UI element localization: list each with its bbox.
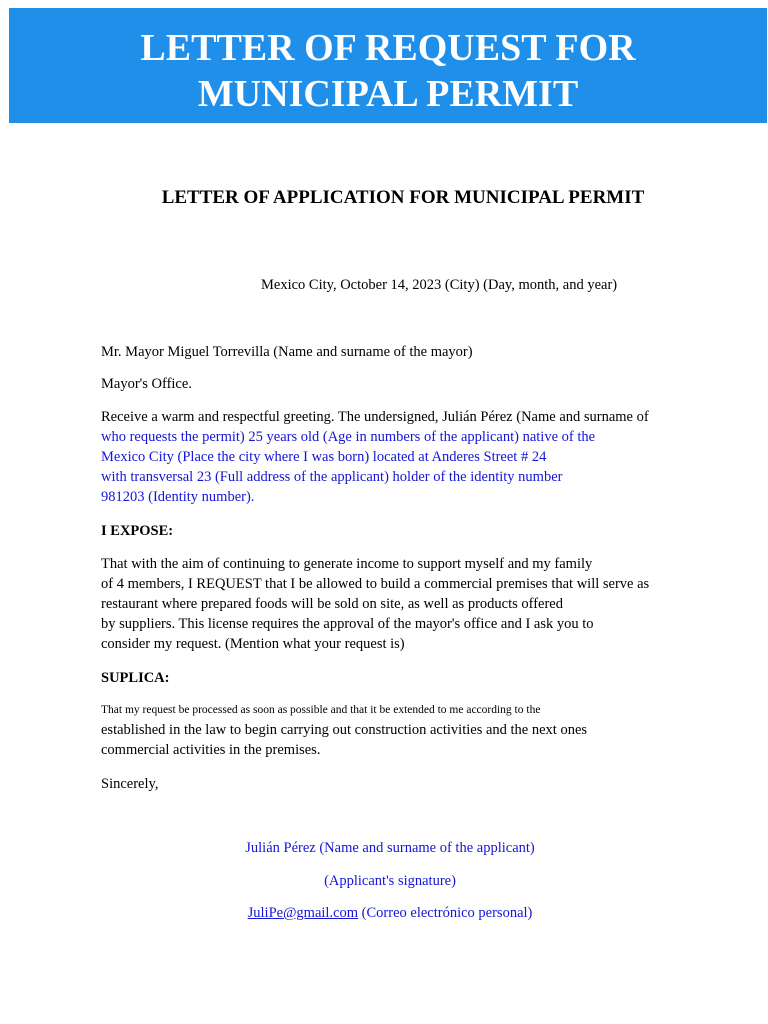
suplica-small-line: That my request be processed as soon as possible and that it be extended to me according to the — [101, 704, 541, 716]
suplica-heading: SUPLICA: — [101, 670, 170, 686]
expose-paragraph — [101, 554, 681, 654]
greeting-line: who requests the permit) 25 years old (Age in numbers of the applicant) native of the — [101, 429, 596, 445]
closing: Sincerely, — [101, 776, 159, 792]
expose-line: by suppliers. This license requires the approval of the mayor's office and I ask you to — [101, 616, 594, 632]
office-line: Mayor's Office. — [101, 376, 192, 392]
greeting-paragraph — [101, 407, 681, 507]
email-line — [240, 905, 540, 922]
banner-title — [9, 25, 767, 117]
addressee: Mr. Mayor Miguel Torrevilla (Name and surname of the mayor) — [101, 344, 473, 360]
expose-heading: I EXPOSE: — [101, 523, 174, 539]
banner-title-line-1: LETTER OF REQUEST FOR — [140, 27, 636, 69]
dateline: Mexico City, October 14, 2023 (City) (Day, month, and year) — [261, 277, 618, 293]
greeting-line: with transversal 23 (Full address of the applicant) holder of the identity number — [101, 469, 563, 485]
suplica-paragraph — [101, 700, 681, 760]
expose-line: consider my request. (Mention what your request is) — [101, 636, 405, 652]
banner-title-line-2: MUNICIPAL PERMIT — [197, 73, 579, 115]
expose-line: of 4 members, I REQUEST that I be allowed to build a commercial premises that will serve as — [101, 576, 650, 592]
title-banner — [9, 8, 767, 123]
document-heading: LETTER OF APPLICATION FOR MUNICIPAL PERMIT — [161, 187, 645, 208]
greeting-line: Mexico City (Place the city where I was born) located at Anderes Street # 24 — [101, 449, 547, 465]
expose-line: restaurant where prepared foods will be sold on site, as well as products offered — [101, 596, 563, 612]
suplica-line: established in the law to begin carrying out construction activities and the next ones — [101, 722, 588, 738]
email-note: (Correo electrónico personal) — [358, 905, 533, 921]
email-link[interactable]: JuliPe@gmail.com — [247, 905, 359, 921]
expose-line: That with the aim of continuing to generate income to support myself and my family — [101, 556, 593, 572]
signature-name: Julián Pérez (Name and surname of the applicant) — [245, 840, 535, 856]
greeting-line: Receive a warm and respectful greeting. The undersigned, Julián Pérez (Name and surname of — [101, 409, 649, 425]
suplica-line: commercial activities in the premises. — [101, 742, 321, 758]
signature-label: (Applicant's signature) — [324, 873, 456, 889]
greeting-line: 981203 (Identity number). — [101, 489, 255, 505]
